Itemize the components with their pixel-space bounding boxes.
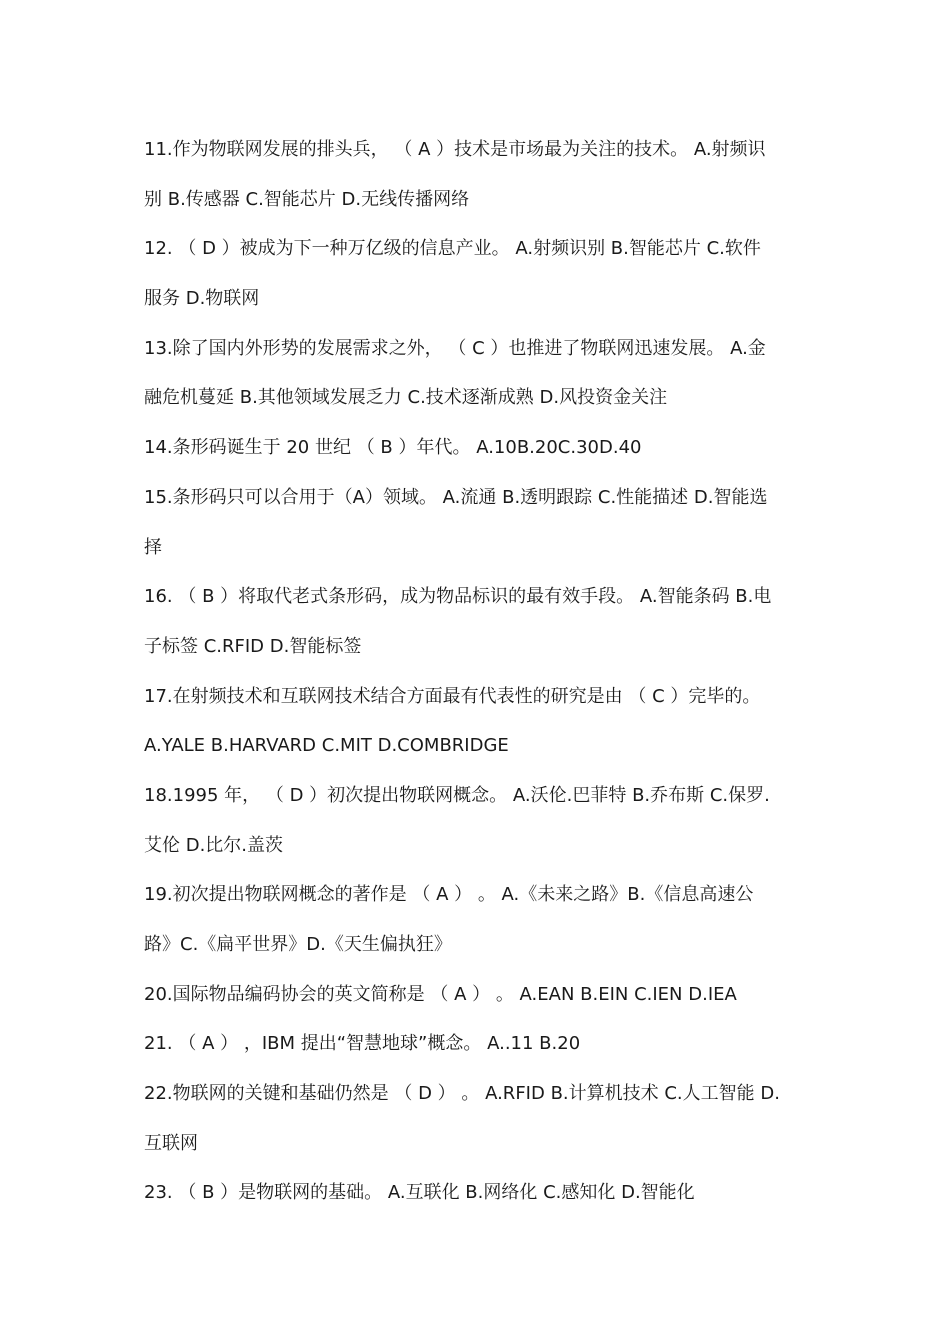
text-line: 择 <box>144 536 162 558</box>
text-line: 14.条形码诞生于 20 世纪 （ B ）年代。 A.10B.20C.30D.40 <box>144 437 642 459</box>
text-line: 互联网 <box>144 1132 198 1154</box>
text-line: 13.除了国内外形势的发展需求之外， （ C ）也推进了物联网迅速发展。 A.金 <box>144 337 766 359</box>
text-line: 路》C.《扁平世界》D.《天生偏执狂》 <box>144 934 452 955</box>
text-line: 艾伦 D.比尔.盖茨 <box>144 834 284 856</box>
text-line: 16. （ B ）将取代老式条形码，成为物品标识的最有效手段。 A.智能条码 B.电 <box>144 586 772 608</box>
text-line: 子标签 C.RFID D.智能标签 <box>144 635 362 657</box>
text-line: 18.1995 年， （ D ）初次提出物联网概念。 A.沃伦.巴菲特 B.乔布斯 C.保罗. <box>144 784 770 806</box>
text-line: 12. （ D ）被成为下一种万亿级的信息产业。 A.射频识别 B.智能芯片 C.软件 <box>144 238 761 260</box>
text-line: 融危机蔓延 B.其他领域发展乏力 C.技术逐渐成熟 D.风投资金关注 <box>144 387 668 409</box>
text-line: 17.在射频技术和互联网技术结合方面最有代表性的研究是由 （ C ）完毕的。 <box>144 685 761 707</box>
text-line: 服务 D.物联网 <box>144 288 260 310</box>
text-line: 19.初次提出物联网概念的著作是 （ A ） 。 A.《未来之路》B.《信息高速公 <box>144 884 754 906</box>
text-line: 20.国际物品编码协会的英文简称是 （ A ） 。 A.EAN B.EIN C.IEN D.IEA <box>144 983 737 1005</box>
text-line: 11.作为物联网发展的排头兵， （ A ）技术是市场最为关注的技术。 A.射频识 <box>144 139 766 160</box>
document-body <box>144 125 806 1218</box>
text-line: 23. （ B ）是物联网的基础。 A.互联化 B.网络化 C.感知化 D.智能化 <box>144 1182 695 1204</box>
text-line: 15.条形码只可以合用于（A）领域。 A.流通 B.透明跟踪 C.性能描述 D.智能选 <box>144 486 768 508</box>
text-line: 22.物联网的关键和基础仍然是 （ D ） 。 A.RFID B.计算机技术 C.人工智能 D. <box>144 1083 780 1105</box>
text-line: 别 B.传感器 C.智能芯片 D.无线传播网络 <box>144 188 470 210</box>
text-line: 21. （ A ） ，IBM 提出“智慧地球”概念。 A..11 B.20 <box>144 1033 581 1055</box>
text-line: A.YALE B.HARVARD C.MIT D.COMBRIDGE <box>144 735 509 757</box>
